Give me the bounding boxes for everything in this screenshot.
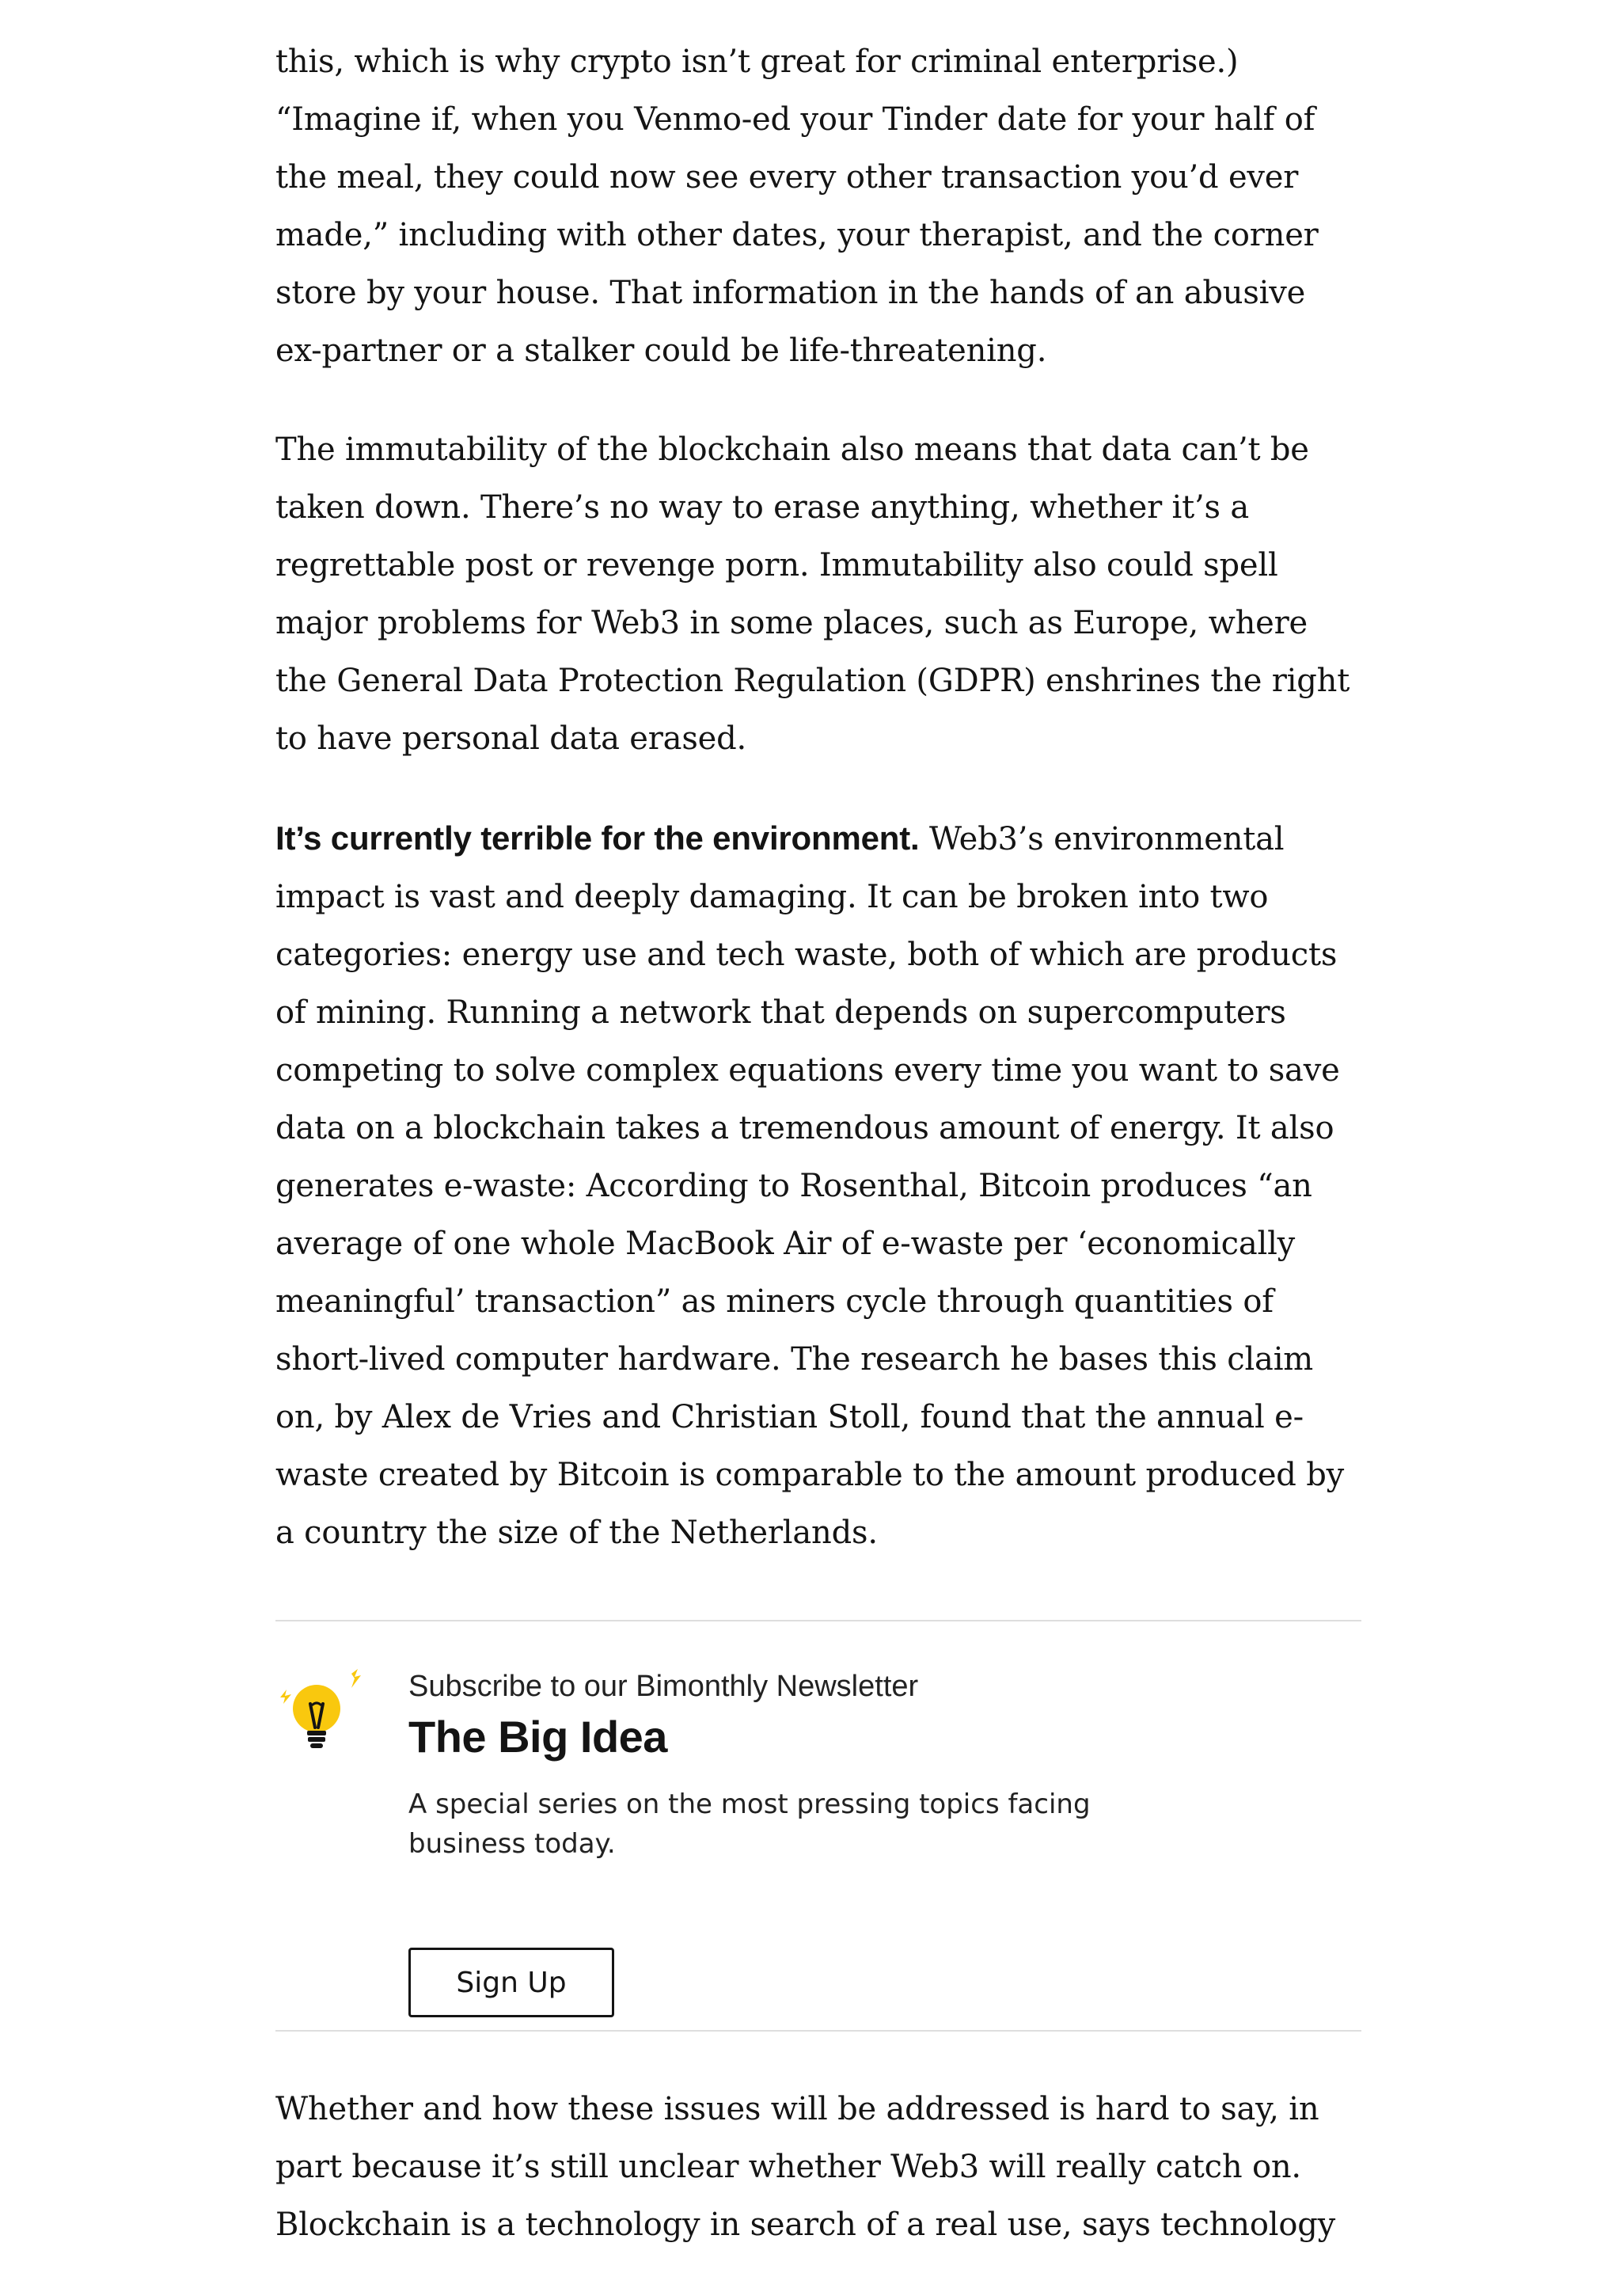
sign-up-button[interactable]: Sign Up <box>408 1948 614 2017</box>
newsletter-content <box>408 1667 1200 1999</box>
newsletter-kicker: Subscribe to our Bimonthly Newsletter <box>408 1670 919 1703</box>
paragraph-lead-bold: It’s currently terrible for the environment. <box>275 819 920 857</box>
newsletter-promo <box>275 1620 1361 2032</box>
newsletter-title: The Big Idea <box>408 1712 667 1762</box>
article-paragraph-environment <box>275 809 1361 1562</box>
article-continued <box>275 2081 1361 2295</box>
article-paragraph: The immutability of the blockchain also means that data can’t be taken down. There’s no way to erase anything, whether it’s a regrettable post or revenge porn. Immutability also could spell major problems for Web3 in some places, such as Europe, where the General Data Protection Regulation (GDPR) enshrines the right to have personal data erased. <box>275 431 1350 757</box>
article-body <box>275 33 1361 1603</box>
article-paragraph: Whether and how these issues will be addressed is hard to say, in part because it’s still unclear whether Web3 will really catch on. Blockchain is a technology in search of a real use, says technology <box>275 2091 1336 2243</box>
lightbulb-icon <box>275 1669 363 1756</box>
newsletter-description: A special series on the most pressing topics facing business today. <box>408 1789 1091 1860</box>
paragraph-text: Web3’s environmental impact is vast and deeply damaging. It can be broken into two categories: energy use and tech waste, both of which are products of mining. Running a network that depends on supercomputers competing to solve complex equations every time you want to save data on a blockchain takes a tremendous amount of energy. It also generates e-waste: According to Rosenthal, Bitcoin produces “an average of one whole MacBook Air of e-waste per ‘economically meaningful’ transaction” as miners cycle through quantities of short-lived computer hardware. The research he bases this claim on, by Alex de Vries and Christian Stoll, found that the annual e-waste created by Bitcoin is comparable to the amount produced by a country the size of the Netherlands. <box>275 821 1345 1551</box>
article-paragraph: this, which is why crypto isn’t great for criminal enterprise.) “Imagine if, when you Venmo-ed your Tinder date for your half of the meal, they could now see every other transaction you’d ever made,” including with other dates, your therapist, and the corner store by your house. That information in the hands of an abusive ex-partner or a stalker could be life-threatening. <box>275 44 1319 369</box>
